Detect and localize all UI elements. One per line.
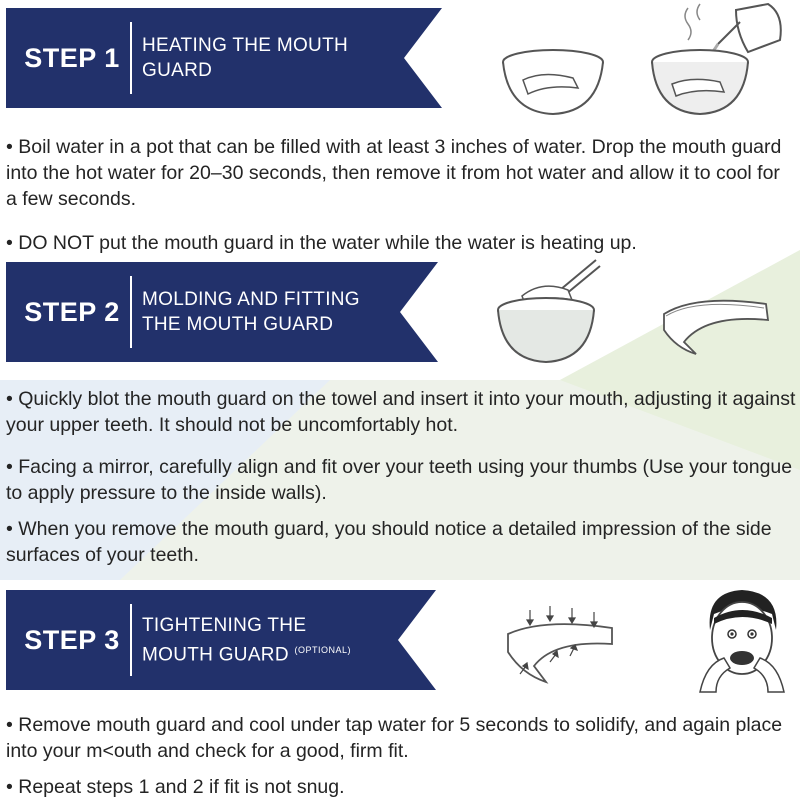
step-1-title xyxy=(142,8,422,108)
step-2-divider xyxy=(130,276,132,348)
step-2-title-line1: MOLDING AND FITTING xyxy=(142,289,360,310)
step-2-bullet-2: • Facing a mirror, carefully align and fit over your teeth using your thumbs (Use your tongue to apply pressure to the inside walls). xyxy=(6,456,793,504)
step-3-divider xyxy=(130,604,132,676)
step-2-banner xyxy=(6,262,438,362)
step-2-bullet-1: • Quickly blot the mouth guard on the towel and insert it into your mouth, adjusting it against your upper teeth. It should not be uncomfortably hot. xyxy=(6,388,796,436)
step-3-title-line2-text: MOUTH GUARD xyxy=(142,644,289,666)
mouth-guard-pressure-arrows-illustration xyxy=(494,604,624,694)
step-2-bullet-3: • When you remove the mouth guard, you should notice a detailed impression of the side surfaces of your teeth. xyxy=(6,518,772,566)
step-2-label: STEP 2 xyxy=(24,296,120,327)
step-1-divider xyxy=(130,22,132,94)
step-1-title-line2: GUARD xyxy=(142,60,213,81)
step-3-banner xyxy=(6,590,436,690)
step-3-label: STEP 3 xyxy=(24,624,120,655)
step-1-bullet-2: • DO NOT put the mouth guard in the water while the water is heating up. xyxy=(6,232,637,254)
step-3-title-line2 xyxy=(142,638,422,667)
step-3-optional-note: (OPTIONAL) xyxy=(294,644,351,655)
step-1-banner xyxy=(6,8,442,108)
step-1-bullet-1: • Boil water in a pot that can be filled with at least 3 inches of water. Drop the mouth guard into the hot water for 20–30 seconds, then remove it from hot water and allow it to cool for a few seconds. xyxy=(6,136,782,210)
step-3-title xyxy=(142,590,422,690)
kettle-pouring-into-bowl-illustration xyxy=(648,0,796,120)
mouth-guard-illustration xyxy=(656,292,776,362)
step-1-title-line1: HEATING THE MOUTH xyxy=(142,35,349,56)
bowl-with-mouth-guard-illustration xyxy=(498,40,608,120)
step-2-title-line2: THE MOUTH GUARD xyxy=(142,314,334,335)
person-fitting-guard-illustration xyxy=(696,584,788,694)
tongs-lifting-guard-illustration xyxy=(492,256,604,368)
step-3-title-line1: TIGHTENING THE xyxy=(142,614,307,636)
step-1-label: STEP 1 xyxy=(24,42,120,73)
step-3-bullet-1: • Remove mouth guard and cool under tap water for 5 seconds to solidify, and again place into your m<outh and check for a good, firm fit. xyxy=(6,714,783,762)
step-3-bullet-2: • Repeat steps 1 and 2 if fit is not snug. xyxy=(6,776,345,798)
step-2-title xyxy=(142,262,422,362)
